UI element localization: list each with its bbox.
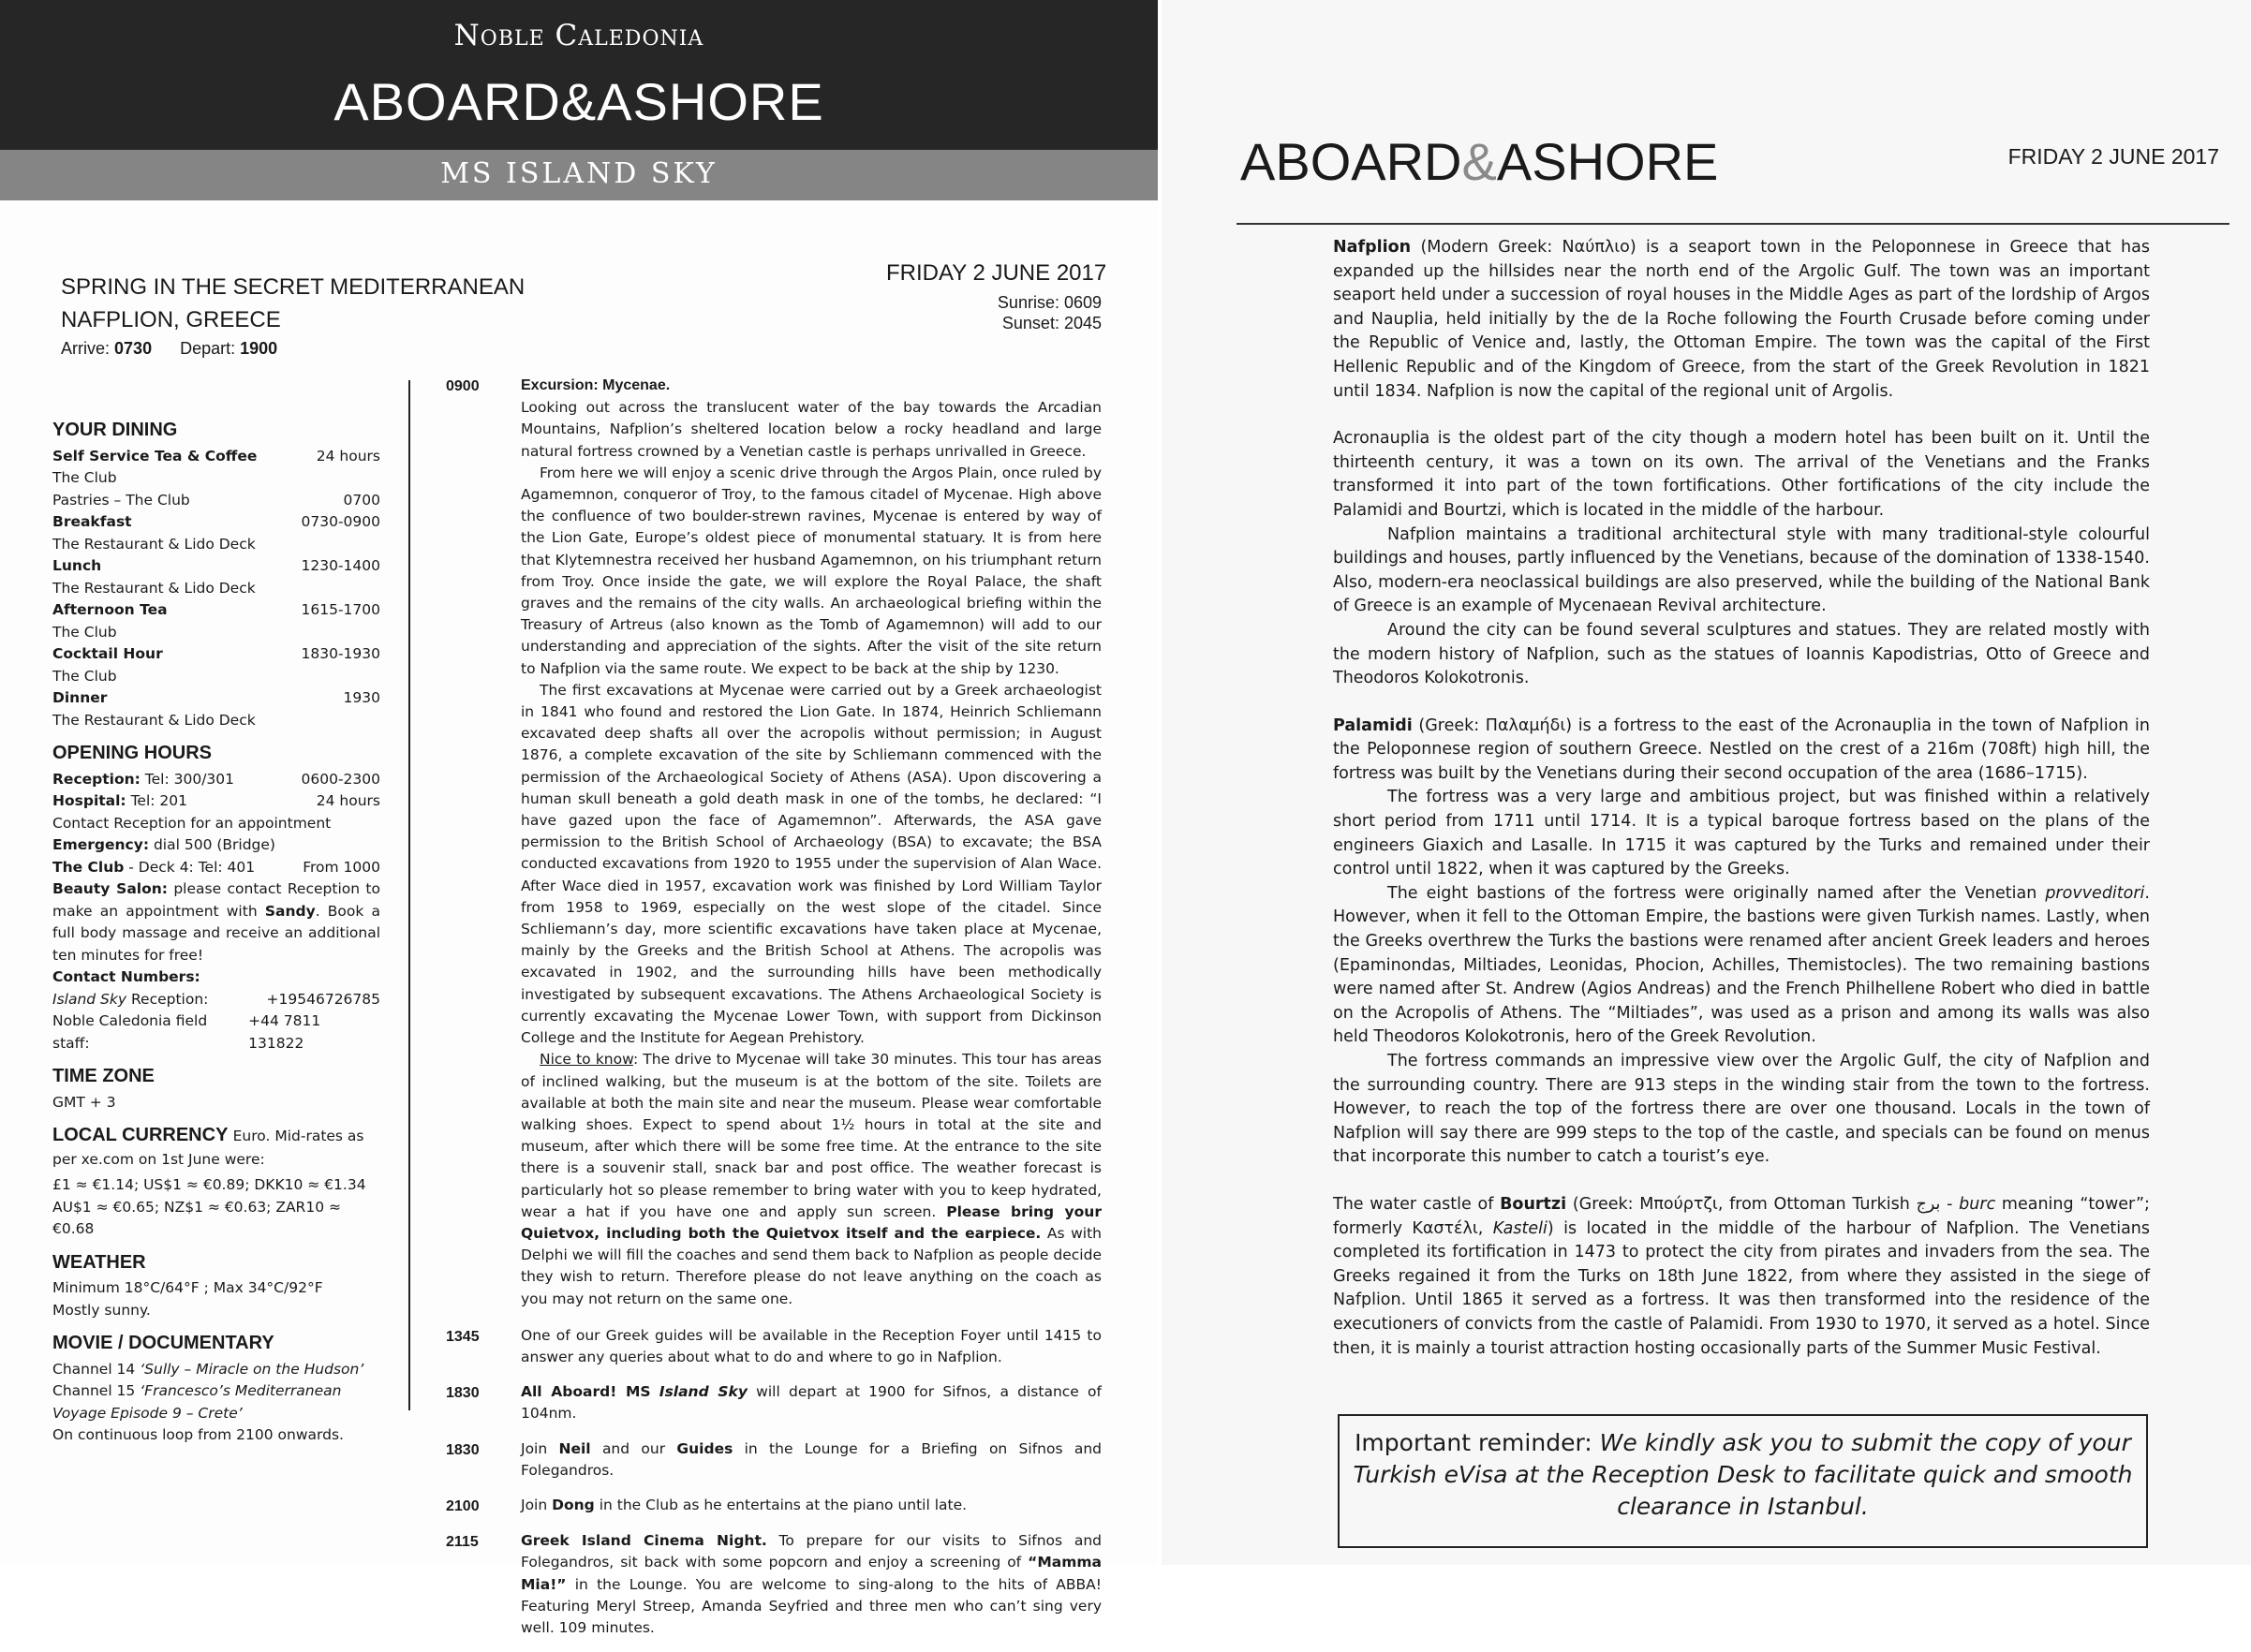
currency-heading: LOCAL CURRENCY bbox=[52, 1125, 229, 1145]
club-row: The Club - Deck 4: Tel: 401 From 1000 bbox=[52, 858, 380, 876]
hospital-note: Contact Reception for an appointment bbox=[52, 814, 332, 832]
dining-item: Dinner 1930 bbox=[52, 689, 380, 706]
para-statues: Around the city can be found several sculptures and statues. They are related mostly with the modern history of Nafplion, such as the statues of Ioannis Kapodistrias, Otto of Greece and Theodoros Kolokotronis. bbox=[1333, 620, 2150, 688]
ship-bar bbox=[0, 150, 1158, 200]
depart-time: 1900 bbox=[240, 339, 278, 358]
arrive-time: 0730 bbox=[114, 339, 153, 358]
dining-item: Cocktail Hour 1830-1930 bbox=[52, 645, 380, 662]
issue-date: FRIDAY 2 JUNE 2017 bbox=[886, 260, 1107, 286]
newsletter-logo-right: ABOARD&ASHORE bbox=[1240, 132, 1719, 191]
header-rule bbox=[1237, 223, 2229, 225]
column-divider bbox=[408, 380, 410, 1410]
event-title: Excursion: Mycenae. bbox=[521, 377, 671, 393]
movie-1: Channel 14 ‘Sully – Miracle on the Hudson’ bbox=[52, 1360, 364, 1378]
time-zone: GMT + 3 bbox=[52, 1093, 116, 1111]
dining-place: The Club bbox=[52, 469, 117, 486]
reminder-lead: Important reminder: bbox=[1355, 1429, 1592, 1456]
para-bourtzi: The water castle of Bourtzi (Greek: Μπούρτζι, from Ottoman Turkish برج - burc meaning “tower”; formerly Καστέλι, Kasteli) is located in the middle of the harbour of Nafplion. The Venetians completed its fortification in 1473 to protect the city from pirates and invaders from the sea. The Greeks regained it from the Turks on 18th June 1822, from where they assisted in the siege of Nafplion. Until 1865 it served as a fortress. It was then transformed into the residence of the executioners of convicts from the castle of Palamidi. From 1930 to 1970, it served as a hotel. Since then, it is mainly a tourist attraction hosting occasionally parts of the Summer Music Festival. bbox=[1333, 1194, 2150, 1358]
dining-place: The Restaurant & Lido Deck bbox=[52, 579, 256, 597]
mycenae-description: Looking out across the translucent water of the bay towards the Arcadian Mountains, Nafplion’s sheltered location below a rocky headland and large natural fortress crowned by a Venetian castle is perhaps unrivalled in Greece. From here we will enjoy a scenic drive through the Argos Plain, once ruled by Agamemnon, conqueror of Troy, to the famous citadel of Mycenae. High above the confluence of two boulder-strewn ravines, Mycenae is entered by way of the Lion Gate, Europe’s oldest piece of monumental statuary. It is from here that Klytemnestra received her husband Agamemnon, on his triumphant return from Troy. Once inside the gate, we will explore the Royal Palace, the shaft graves and the remains of the city walls. An archaeological briefing within the Treasury of Artreus (also known as the Tomb of Agamemnon) will add to our understanding and appreciation of the sights. After the visit of the site return to Nafplion via the same route. We expect to be back at the ship by 1230. The first excavations at Mycenae were carried out by a Greek archaeologist in 1841 who found and restored the Lion Gate. In 1874, Heinrich Schliemann excavated deep shafts all over the acropolis without permission; in August 1876, a complete excavation of the site by Schliemann commenced with the permission of the Archaeological Society of Athens (ASA). Upon discovering a human skull beneath a gold death mask in one of the tombs, he declared: “I have gazed upon the face of Agamemnon”. Afterwards, the ASA gave permission to the British School of Archaeology (BSA) to excavate; the BSA conducted excavations from 1920 to 1955 under the supervision of Alan Wace. After Wace died in 1957, excavation work was finished by Lord William Taylor from 1958 to 1969, especially on the west slope of the citadel. Since Schliemann’s day, more scientific excavations have taken place at Mycenae, mainly by the Greeks and the British School at Athens. The acropolis was excavated in 1902, and the surrounding hills have been methodically investigated by subsequent excavations. The Athens Archaeological Society is currently excavating the Mycenae Lower Town, with support from Dickinson College and the Institute for Aegean Prehistory. Nice to know: The drive to Mycenae will take 30 minutes. This tour has areas of inclined walking, but the museum is at the bottom of the site. Toilets are available at both the main site and near the museum. Please wear comfortable walking shoes. Expect to spend about 1½ hours in total at the site and museum, after which there will be some free time. At the entrance to the site there is a souvenir stall, snack bar and post office. The weather forecast is particularly hot so please remember to bring water with you to keep hydrated, wear a hat if you have one and apply sun screen. Please bring your Quietvox, including both the Quietvox itself and the earpiece. As with Delphi we will fill the coaches and send them back to Nafplion as people decide they wish to return. Therefore please do not leave anything on the coach as you may not return on the same one. bbox=[521, 399, 1102, 1307]
currency-heading-row bbox=[52, 1125, 380, 1171]
event-time: 0900 bbox=[446, 378, 480, 394]
rates-line-2: AU$1 ≈ €0.65; NZ$1 ≈ €0.63; ZAR10 ≈ €0.68 bbox=[52, 1198, 341, 1237]
info-sidebar bbox=[52, 420, 380, 1447]
weather-heading: WEATHER bbox=[52, 1251, 146, 1273]
dining-list bbox=[52, 446, 380, 732]
event-briefing: 1830 Join Neil and our Guides in the Lounge for a Briefing on Sifnos and Folegandros. bbox=[446, 1439, 1103, 1479]
currency-intro: Euro. Mid-rates as per xe.com on 1st June were: bbox=[52, 1128, 364, 1168]
right-page bbox=[1162, 0, 2251, 1565]
newsletter-logo: ABOARD&ASHORE bbox=[333, 72, 824, 131]
dining-place: The Restaurant & Lido Deck bbox=[52, 535, 256, 553]
para-fortress-project: The fortress was a very large and ambitious project, but was finished within a relatively short period from 1711 until 1714. It is a typical baroque fortress based on the plans of the engineers Giaxich and Lasalle. In 1715 it was captured by the Turks and remained under their control until 1822, when it was captured by the Greeks. bbox=[1333, 788, 2150, 879]
dining-heading: YOUR DINING bbox=[52, 420, 178, 440]
hospital-row: Hospital: Tel: 201 24 hours bbox=[52, 792, 380, 809]
important-reminder-box bbox=[1338, 1414, 2148, 1548]
nice-to-know-label: Nice to know bbox=[540, 1051, 633, 1069]
emergency-row: Emergency: dial 500 (Bridge) bbox=[52, 836, 275, 853]
voyage-title: SPRING IN THE SECRET MEDITERRANEAN bbox=[61, 274, 526, 300]
sunset-time: Sunset: 2045 bbox=[1001, 314, 1102, 332]
contacts-label: Contact Numbers: bbox=[52, 968, 200, 985]
dining-item: Breakfast 0730-0900 bbox=[52, 513, 380, 530]
opening-hours-heading: OPENING HOURS bbox=[52, 743, 213, 763]
contact-reception: Island Sky Reception: +19546726785 bbox=[52, 990, 380, 1008]
nafplion-article bbox=[1333, 236, 2150, 1361]
sunrise-time: Sunrise: 0609 bbox=[997, 293, 1102, 312]
masthead bbox=[0, 0, 1158, 150]
para-acronauplia: Acronauplia is the oldest part of the city though a modern hotel has been built on it. Until the thirteenth century, it was a town on its own. The arrival of the Venetians and the Franks transformed it into part of the town fortifications. Other fortifications of the city include the Palamidi and Bourtzi, which is located in the middle of the harbour. bbox=[1333, 429, 2150, 520]
para-architecture: Nafplion maintains a traditional architectural style with many traditional-style colourful buildings and houses, partly influenced by the Venetians, because of the domination of 1338-1540. Also, modern-era neoclassical buildings are also preserved, while the building of the National Bank of Greece is an example of Mycenaean Revival architecture. bbox=[1333, 524, 2150, 616]
reminder-message: We kindly ask you to submit the copy of your Turkish eVisa at the Reception Desk to facilitate quick and smooth clearance in Istanbul. bbox=[1353, 1429, 2133, 1520]
weather-temps: Minimum 18°C/64°F ; Max 34°C/92°F bbox=[52, 1279, 323, 1296]
weather-summary: Mostly sunny. bbox=[52, 1301, 151, 1319]
dining-place: The Club bbox=[52, 667, 117, 685]
dining-place: The Club bbox=[52, 623, 117, 641]
movie-heading: MOVIE / DOCUMENTARY bbox=[52, 1333, 274, 1353]
contact-field-staff: Noble Caledonia field staff: +44 7811 131822 bbox=[52, 1012, 321, 1052]
brand-name: Noble Caledonia bbox=[453, 19, 704, 52]
para-nafplion: Nafplion (Modern Greek: Ναύπλιο) is a seaport town in the Peloponnese in Greece that has expanded up the hillsides near the north end of the Argolic Gulf. The town was an important seaport held under a succession of royal houses in the Middle Ages as part of the lordship of Argos and Nauplia, held initially by the de la Roche following the Fourth Crusade before coming under the Republic of Venice and, lastly, the Ottoman Empire. The town was the capital of the First Hellenic Republic and of the Kingdom of Greece, from the start of the Greek Revolution in 1821 until 1834. Nafplion is now the capital of the regional unit of Argolis. bbox=[1333, 238, 2150, 401]
reception-row: Reception: Tel: 300/301 0600-2300 bbox=[52, 770, 380, 788]
event-mycenae bbox=[446, 375, 1102, 397]
dining-item: Lunch 1230-1400 bbox=[52, 557, 380, 574]
time-zone-heading: TIME ZONE bbox=[52, 1066, 155, 1086]
event-piano: 2100 Join Dong in the Club as he entertains at the piano until late. bbox=[446, 1496, 968, 1514]
dining-item: Pastries – The Club 0700 bbox=[52, 491, 380, 509]
dining-item: Afternoon Tea 1615-1700 bbox=[52, 601, 380, 618]
arrival-departure bbox=[61, 339, 277, 359]
beauty-salon: Beauty Salon: please contact Reception to make an appointment with Sandy. Book a full body massage and receive an additional ten minutes for free! bbox=[52, 880, 381, 964]
para-palamidi: Palamidi (Greek: Παλαμήδι) is a fortress to the east of the Acronauplia in the town of Nafplion in the Peloponnese region of southern Greece. Nestled on the crest of a 216m (708ft) high hill, the fortress was built by the Venetians during their second occupation of the area (1686–1715). bbox=[1333, 715, 2150, 783]
depart-label: Depart: bbox=[180, 339, 236, 358]
sun-times bbox=[998, 292, 1102, 333]
event-cinema: 2115 Greek Island Cinema Night. To prepare for our visits to Sifnos and Folegandros, sit back with some popcorn and enjoy a screening of “Mamma Mia!” in the Lounge. You are welcome to sing-along to the hits of ABBA! Featuring Meryl Streep, Amanda Seyfried and three men who can’t sing very well. 109 minutes. bbox=[446, 1532, 1102, 1636]
movie-note: On continuous loop from 2100 onwards. bbox=[52, 1426, 344, 1443]
para-bastions: The eight bastions of the fortress were originally named after the Venetian provveditori. However, when it fell to the Ottoman Empire, the bastions were given Turkish names. Lastly, when the Greeks overthrew the Turks the bastions were renamed after ancient Greek leaders and heroes (Epaminondas, Miltiades, Leonidas, Phocion, Achilles, Themistocles). The two remaining bastions were named after St. Andrew (Agios Andreas) and the French Philhellene Robert who died in battle on the Acropolis of Athens. The “Miltiades”, was used as a prison and among its walls was also held Theodoros Kolokotronis, hero of the Greek Revolution. bbox=[1333, 883, 2150, 1047]
ship-name: MS ISLAND SKY bbox=[440, 157, 718, 190]
event-guides: 1345 One of our Greek guides will be available in the Reception Foyer until 1415 to answer any queries about what to do and where to go in Nafplion. bbox=[446, 1326, 1102, 1365]
port-name: NAFPLION, GREECE bbox=[61, 307, 281, 332]
issue-date-right: FRIDAY 2 JUNE 2017 bbox=[2007, 144, 2219, 169]
daily-programme bbox=[446, 375, 1102, 1652]
dining-place: The Restaurant & Lido Deck bbox=[52, 711, 256, 729]
arrive-label: Arrive: bbox=[61, 339, 111, 358]
para-steps: The fortress commands an impressive view over the Argolic Gulf, the city of Nafplion and the surrounding country. There are 913 steps in the winding stair from the town to the fortress. However, to reach the top of the fortress there are over one thousand. Locals in the town of Nafplion will say there are 999 steps to the top of the castle, and specials can be found on menus that incorporate this number to catch a tourist’s eye. bbox=[1333, 1052, 2150, 1167]
event-all-aboard: 1830 All Aboard! MS Island Sky will depart at 1900 for Sifnos, a distance of 104nm. bbox=[446, 1383, 1102, 1423]
dining-item: Self Service Tea & Coffee 24 hours bbox=[52, 447, 380, 465]
movie-2: Channel 15 ‘Francesco’s Mediterranean Voyage Episode 9 – Crete’ bbox=[52, 1382, 342, 1422]
rates-line-1: £1 ≈ €1.14; US$1 ≈ €0.89; DKK10 ≈ €1.34 bbox=[52, 1176, 366, 1193]
